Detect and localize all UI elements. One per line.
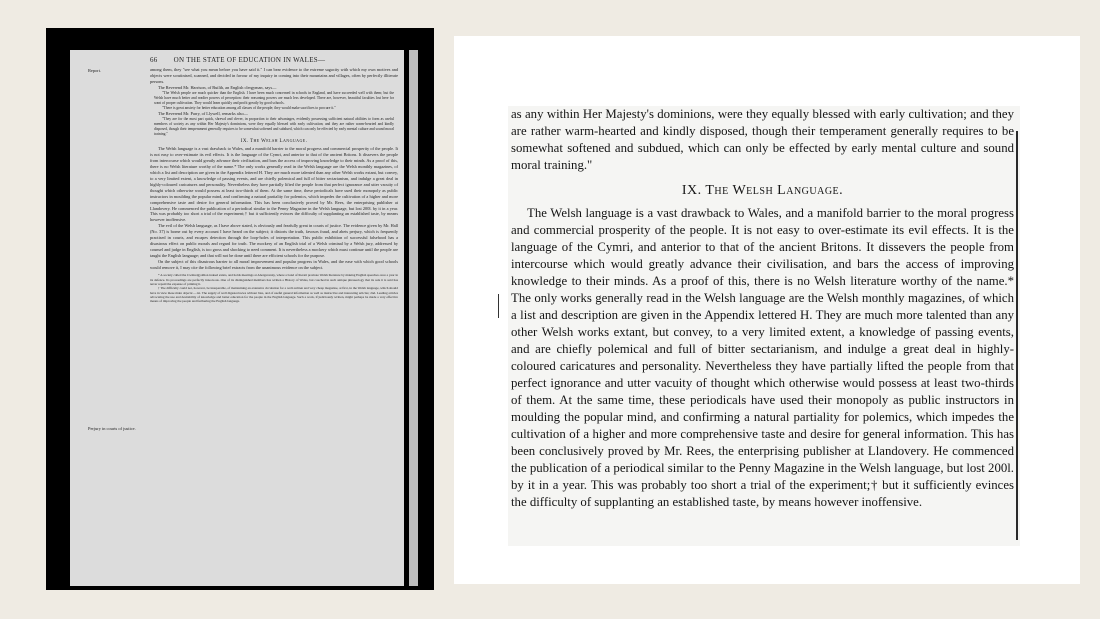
- quotation: "They are for the most part quick, shrewd and clever, in proportion to their advantages, evidently possessing sufficient natural abilities to form as useful members of society as any within Her Majesty's dominions, were they equally blessed with early cultivation; and they are rather warm-hearted and kindly disposed, though their temperament generally requires to be somewhat softened and subdued, which can only be effected by early mental culture and sound moral training.": [154, 116, 394, 136]
- margin-note-report: Report.: [88, 68, 102, 73]
- zoomed-excerpt-panel: [454, 36, 1080, 584]
- page-number: 66: [150, 56, 158, 64]
- running-head-title: ON THE STATE OF EDUCATION IN WALES—: [173, 56, 326, 64]
- zoomed-excerpt: [508, 106, 1020, 546]
- paragraph: The Reverend Mr. Parry, of Llywell, remarks also—: [158, 110, 248, 116]
- excerpt-section-heading: IX. The Welsh Language.: [681, 183, 844, 198]
- excerpt-lead-lines: as any within Her Majesty's dominions, were they equally blessed with early cultivation; and they are rather warm-hearted and kindly disposed, though their temperament generally requires to be somewhat softened and subdued, which can only be effected by early mental culture and sound moral training.": [511, 107, 1014, 172]
- scanned-page: [70, 50, 404, 586]
- paragraph: On the subject of this disastrous barrier to all moral improvement and popular progress in Wales, and the ease with which good schools would remove it, I may cite the following brief extracts from the unanimous evidence on the subject.: [150, 258, 398, 270]
- zoomed-text: [511, 106, 1014, 511]
- paragraph: among them, they "see what you mean before you have said it." I can bear evidence to the extreme sagacity with which my own motives and objects were scrutinised, scanned, and decided in favour of my inquiry in coming into their mountains and villages, often by perfectly illiterate persons.: [150, 67, 398, 84]
- quotation: "The Welsh people are much quicker than the English. I have been much concerned in schools in England, and have succeeded well with them; but the Welsh have much better and readier powers of perception: their reasoning powers are much less developed. There are, however, beautiful faculties lost here for want of proper cultivation. They would learn quickly and profit greatly by good schools.: [154, 90, 394, 105]
- paragraph: The Welsh language is a vast drawback to Wales, and a manifold barrier to the moral progress and commercial prosperity of the people. It is not easy to over-estimate its evil effects. It is the language of the Cymri, and anterior to that of the ancient Britons. It dissevers the people from intercourse which would greatly advance their civilisation, and bars the access of improving knowledge to their minds. As a proof of this, there is no Welsh literature worthy of the name.* The only works generally read in the Welsh language are the Welsh monthly magazines, of which a list and description are given in the Appendix lettered H. They are much more talented than any other Welsh works extant, but convey, to a very limited extent, a knowledge of passing events, and are chiefly polemical and full of bitter sectarianism, and indulge a great deal in highly-coloured caricatures and personality. Nevertheless they have partially lifted the people from that perfect ignorance and utter vacuity of thought which otherwise would possess at least two-thirds of them. At the same time, these periodicals have used their monopoly as public instructors in moulding the popular mind, and confirming a natural partiality for polemics, which impedes the cultivation of a higher and more comprehensive taste and desire for general information. This has been conclusively proved by Mr. Rees, the enterprising publisher at Llandovery. He commenced the publication of a periodical similar to the Penny Magazine in the Welsh language, but lost 200l. by it in a year. This was probably too short a trial of the experiment;† but it sufficiently evinces the difficulty of supplanting an established taste, by means however inoffensive.: [150, 146, 398, 223]
- paragraph: The Reverend Mr. Harrison, of Builth, an English clergyman, says—: [158, 84, 277, 90]
- page-edge-rule: [1016, 131, 1018, 540]
- margin-mark: [498, 294, 499, 318]
- quotation: "There is great anxiety for better education among all classes of the people; they would make sacrifices to procure it.": [162, 105, 336, 110]
- footnote: † The difficulty could not, however, be insuperable, of maintaining an extensive circulation for a well-written and very cheap magazine, at first, in the Welsh language, which should have in view these main objects:—1st. The supply of well digested news without bias, and of useful general information as well as instructive and interesting articles; 2nd. Leading articles advocating the use and desirability of knowledge and better education for the people in the English language. Such a work, if judiciously written, might perhaps be made a very effective means of improving the people and furthering the English language.: [150, 286, 398, 304]
- scanned-page-frame: [46, 28, 434, 590]
- paragraph: The evil of the Welsh language, as I have above stated, is obviously and fearfully great in courts of justice. The evidence given by Mr. Hall (No. 37) is borne out by every account I have heard on the subject; it distorts the truth, favours fraud, and abets perjury, which is frequently practised in courts, and escapes detection through the loop-holes of interpretation. This public exhibition of successful falsehood has a disastrous effect on public morals and regard for truth. The mockery of an English trial of a Welsh criminal by a Welsh jury, addressed by counsel and judge in English, is too gross and shocking to need comment. It is nevertheless a mockery which must continue until the people are taught the English language; and that will not be done until there are efficient schools for the purpose.: [150, 223, 398, 258]
- excerpt-body: The Welsh language is a vast drawback to Wales, and a manifold barrier to the moral progress and commercial prosperity of the people. It is not easy to over-estimate its evil effects. It is the language of the Cymri, and anterior to that of the ancient Britons. It dissevers the people from intercourse which would greatly advance their civilisation, and bars the access of improving knowledge to their minds. As a proof of this, there is no Welsh literature worthy of the name.* The only works generally read in the Welsh language are the Welsh monthly magazines, of which a list and description are given in the Appendix lettered H. They are much more talented than any other Welsh works extant, but convey, to a very limited extent, a knowledge of passing events, and are chiefly polemical and full of bitter sectarianism, and indulge a great deal in highly-coloured caricatures and personality. Nevertheless they have partially lifted the people from that perfect ignorance and utter vacuity of thought which otherwise would possess at least two-thirds of them. At the same time, these periodicals have used their monopoly as public instructors in moulding the popular mind, and confirming a natural partiality for polemics, which impedes the cultivation of a higher and more comprehensive taste and desire for general information. This has been conclusively proved by Mr. Rees, the enterprising publisher at Llandovery. He commenced the publication of a periodical similar to the Penny Magazine in the Welsh language, but lost 200l. by it in a year. This was probably too short a trial of the experiment;† but it sufficiently evinces the difficulty of supplanting an established taste, by means however inoffensive.: [511, 206, 1014, 509]
- section-heading: IX. The Welsh Language.: [240, 138, 308, 144]
- footnotes: [150, 273, 398, 303]
- margin-note-perjury: Perjury in courts of justice.: [88, 426, 136, 431]
- footnote: * A society called the Cwmreigyddion indeed exists, and holds meetings at Abergavenny, where a band of literati promote Welsh literature by making English speeches once a year in its defence. Its proceedings are perfectly innocuous. One of its distinguished members has written a History of Wales, but couched in such antique phraseology that its sale it is said has never repaid the expense of printing it.: [150, 273, 399, 287]
- running-header: [150, 56, 400, 64]
- page-body: [150, 67, 398, 304]
- adjacent-page-edge: [409, 50, 418, 586]
